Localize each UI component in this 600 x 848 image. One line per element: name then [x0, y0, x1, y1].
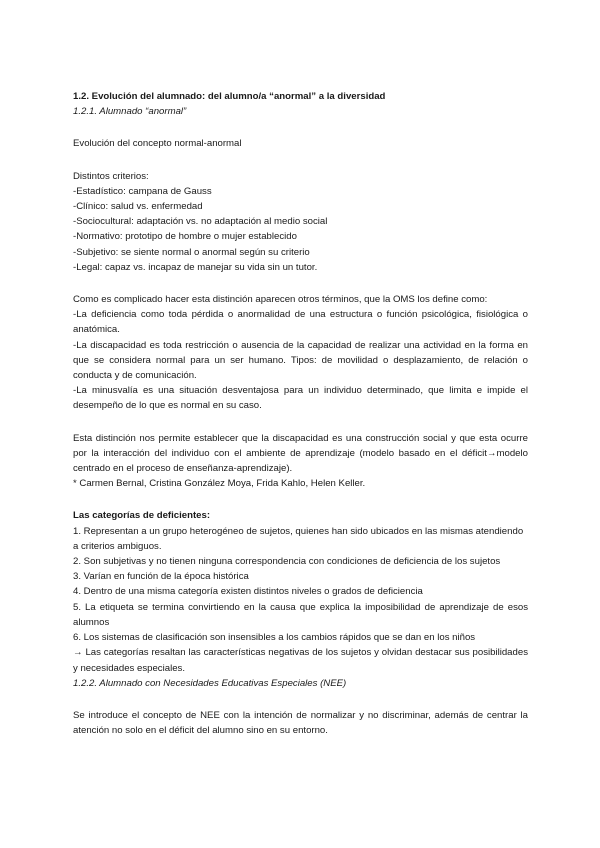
category-item: 3. Varían en función de la época histórica	[73, 571, 249, 583]
criteria-heading: Distintos criterios:	[73, 170, 149, 182]
criteria-item: -Legal: capaz vs. incapaz de manejar su vida sin un tutor.	[73, 261, 318, 273]
intro-text: Evolución del concepto normal-anormal	[73, 138, 242, 150]
distinction-paragraph: Esta distinción nos permite establecer que la discapacidad es una construcción social y que esta ocurre por la interacción del individuo con el ambiente de aprendizaje (modelo basado en el déficit→modelo centrado en el proceso de enseñanza-aprendizaje).	[73, 432, 528, 475]
subsection-title-1: 1.2.1. Alumnado “anormal”	[73, 106, 187, 118]
oms-item: -La discapacidad es toda restricción o ausencia de la capacidad de realizar una actividad en la forma en que se considera normal para un ser humano. Tipos: de movilidad o desplazamiento, de relación o conducta y de comunicación.	[73, 339, 528, 382]
oms-item: -La minusvalía es una situación desventajosa para un individuo determinado, que limita e impide el desempeño de lo que es normal en su caso.	[73, 385, 528, 412]
category-item: 6. Los sistemas de clasificación son insensibles a los cambios rápidos que se dan en los niños	[73, 632, 476, 644]
oms-intro: Como es complicado hacer esta distinción aparecen otros términos, que la OMS los define como:	[73, 294, 488, 306]
category-item: 2. Son subjetivas y no tienen ninguna correspondencia con condiciones de deficiencia de los sujetos	[73, 556, 501, 568]
oms-item: -La deficiencia como toda pérdida o anormalidad de una estructura o función psicológica, fisiológica o anatómica.	[73, 309, 528, 336]
page-content	[73, 89, 528, 738]
category-item: 5. La etiqueta se termina convirtiendo en la causa que explica la imposibilidad de aprendizaje de esos alumnos	[73, 601, 528, 628]
criteria-item: -Estadístico: campana de Gauss	[73, 185, 212, 197]
criteria-item: -Subjetivo: se siente normal o anormal según su criterio	[73, 246, 310, 258]
categories-conclusion: → Las categorías resaltan las características negativas de los sujetos y olvidan destacar sus posibilidades y necesidades especiales.	[73, 647, 528, 674]
notable-names: * Carmen Bernal, Cristina González Moya, Frida Kahlo, Helen Keller.	[73, 478, 366, 490]
category-item: 4. Dentro de una misma categoría existen distintos niveles o grados de deficiencia	[73, 586, 423, 598]
criteria-item: -Clínico: salud vs. enfermedad	[73, 201, 203, 213]
section-title: 1.2. Evolución del alumnado: del alumno/a “anormal” a la diversidad	[73, 91, 386, 102]
criteria-item: -Normativo: prototipo de hombre o mujer establecido	[73, 231, 297, 243]
category-item: 1. Representan a un grupo heterogéneo de sujetos, quienes han sido ubicados en las mismas atendiendo a criterios ambiguos.	[73, 525, 524, 552]
criteria-item: -Sociocultural: adaptación vs. no adaptación al medio social	[73, 216, 328, 228]
nee-paragraph: Se introduce el concepto de NEE con la intención de normalizar y no discriminar, además de centrar la atención no solo en el déficit del alumno sino en su entorno.	[73, 709, 528, 737]
categories-heading: Las categorías de deficientes:	[73, 510, 211, 522]
subsection-title-2: 1.2.2. Alumnado con Necesidades Educativas Especiales (NEE)	[73, 677, 347, 689]
